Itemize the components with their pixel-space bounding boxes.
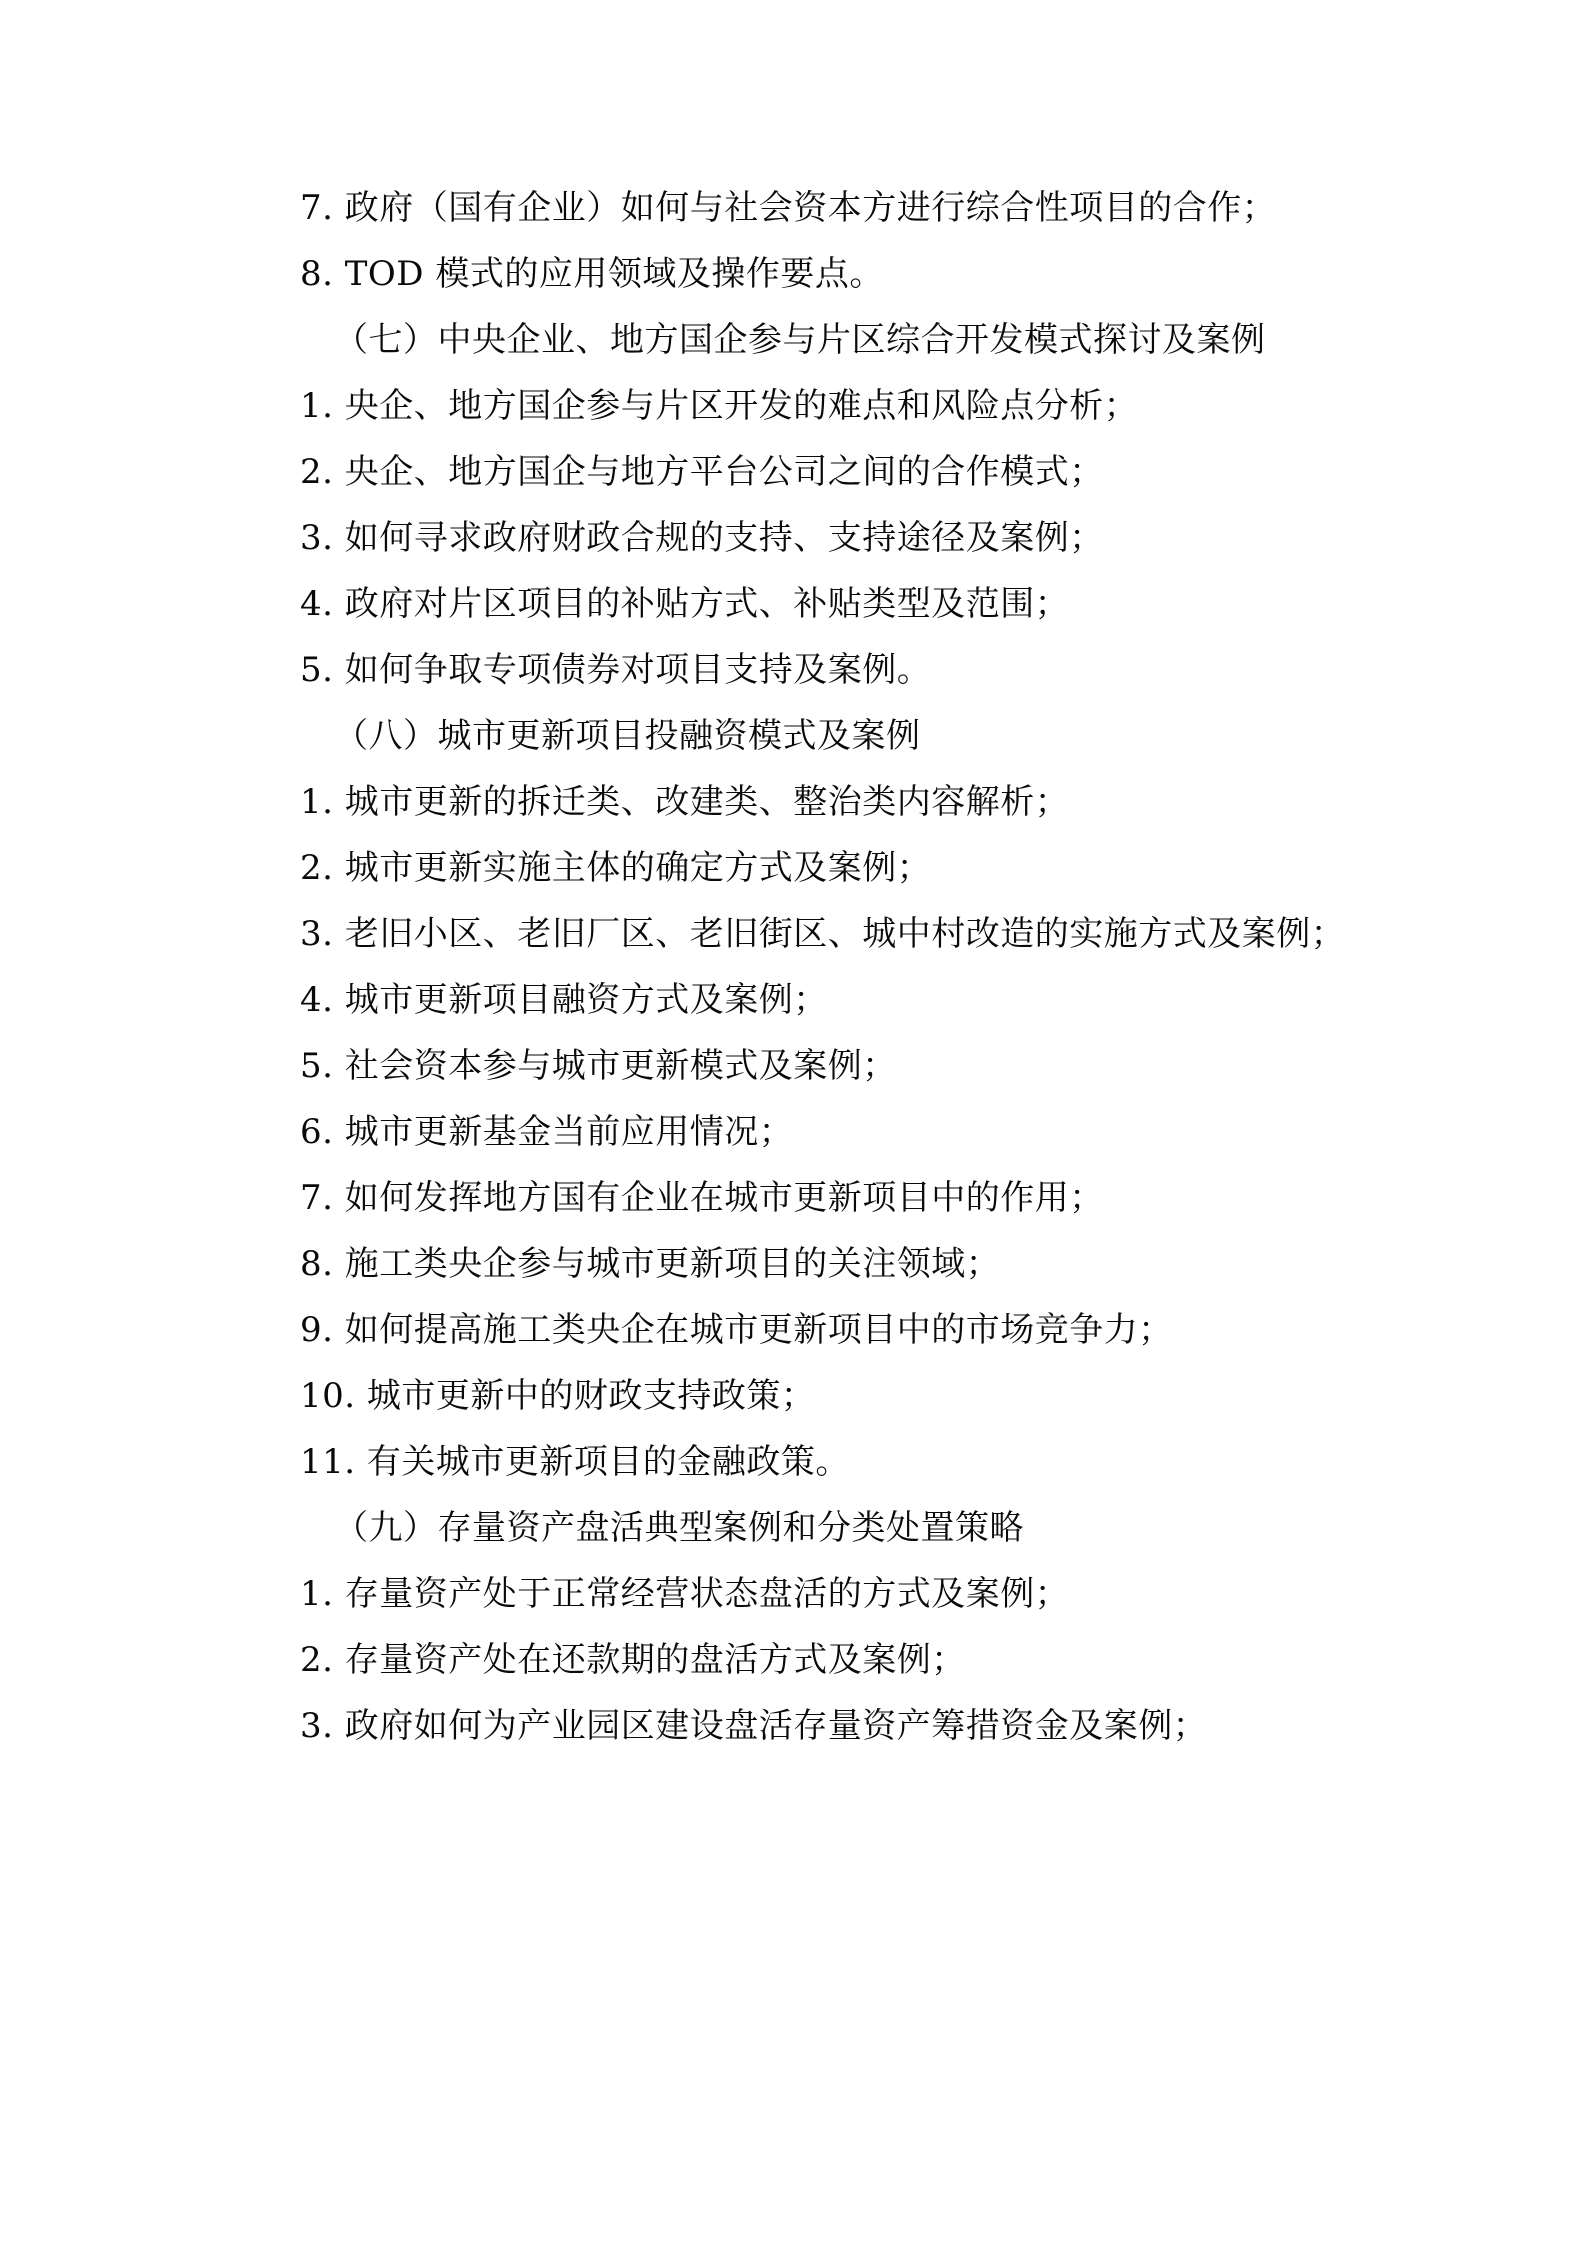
list-item: 6. 城市更新基金当前应用情况；: [300, 1112, 794, 1152]
list-item: 1. 央企、地方国企参与片区开发的难点和风险点分析；: [300, 386, 1139, 426]
list-item: 4. 政府对片区项目的补贴方式、补贴类型及范围；: [300, 584, 1070, 624]
list-item: 5. 社会资本参与城市更新模式及案例；: [300, 1046, 897, 1086]
list-item: 10. 城市更新中的财政支持政策；: [300, 1376, 816, 1416]
list-item: 4. 城市更新项目融资方式及案例；: [300, 980, 828, 1020]
list-item: 2. 存量资产处在还款期的盘活方式及案例；: [300, 1640, 966, 1680]
list-item: 9. 如何提高施工类央企在城市更新项目中的市场竞争力；: [300, 1310, 1173, 1350]
list-item: 2. 城市更新实施主体的确定方式及案例；: [300, 848, 932, 888]
section-heading: （七）中央企业、地方国企参与片区综合开发模式探讨及案例: [334, 320, 1266, 360]
list-item: 3. 如何寻求政府财政合规的支持、支持途径及案例；: [300, 518, 1104, 558]
list-item: 7. 如何发挥地方国有企业在城市更新项目中的作用；: [300, 1178, 1104, 1218]
list-item: 3. 老旧小区、老旧厂区、老旧街区、城中村改造的实施方式及案例；: [300, 914, 1346, 954]
list-item: 3. 政府如何为产业园区建设盘活存量资产筹措资金及案例；: [300, 1706, 1208, 1746]
section-heading: （八）城市更新项目投融资模式及案例: [334, 716, 921, 756]
list-item: 7. 政府（国有企业）如何与社会资本方进行综合性项目的合作；: [300, 188, 1277, 228]
document-body: [300, 175, 1397, 1759]
list-item: 8. 施工类央企参与城市更新项目的关注领域；: [300, 1244, 1001, 1284]
list-item: 11. 有关城市更新项目的金融政策。: [300, 1442, 850, 1482]
list-item: 1. 城市更新的拆迁类、改建类、整治类内容解析；: [300, 782, 1070, 822]
section-heading: （九）存量资产盘活典型案例和分类处置策略: [334, 1508, 1024, 1548]
list-item: 5. 如何争取专项债券对项目支持及案例。: [300, 650, 932, 690]
list-item: 2. 央企、地方国企与地方平台公司之间的合作模式；: [300, 452, 1104, 492]
list-item: 8. TOD 模式的应用领域及操作要点。: [300, 254, 884, 294]
list-item: 1. 存量资产处于正常经营状态盘活的方式及案例；: [300, 1574, 1070, 1614]
